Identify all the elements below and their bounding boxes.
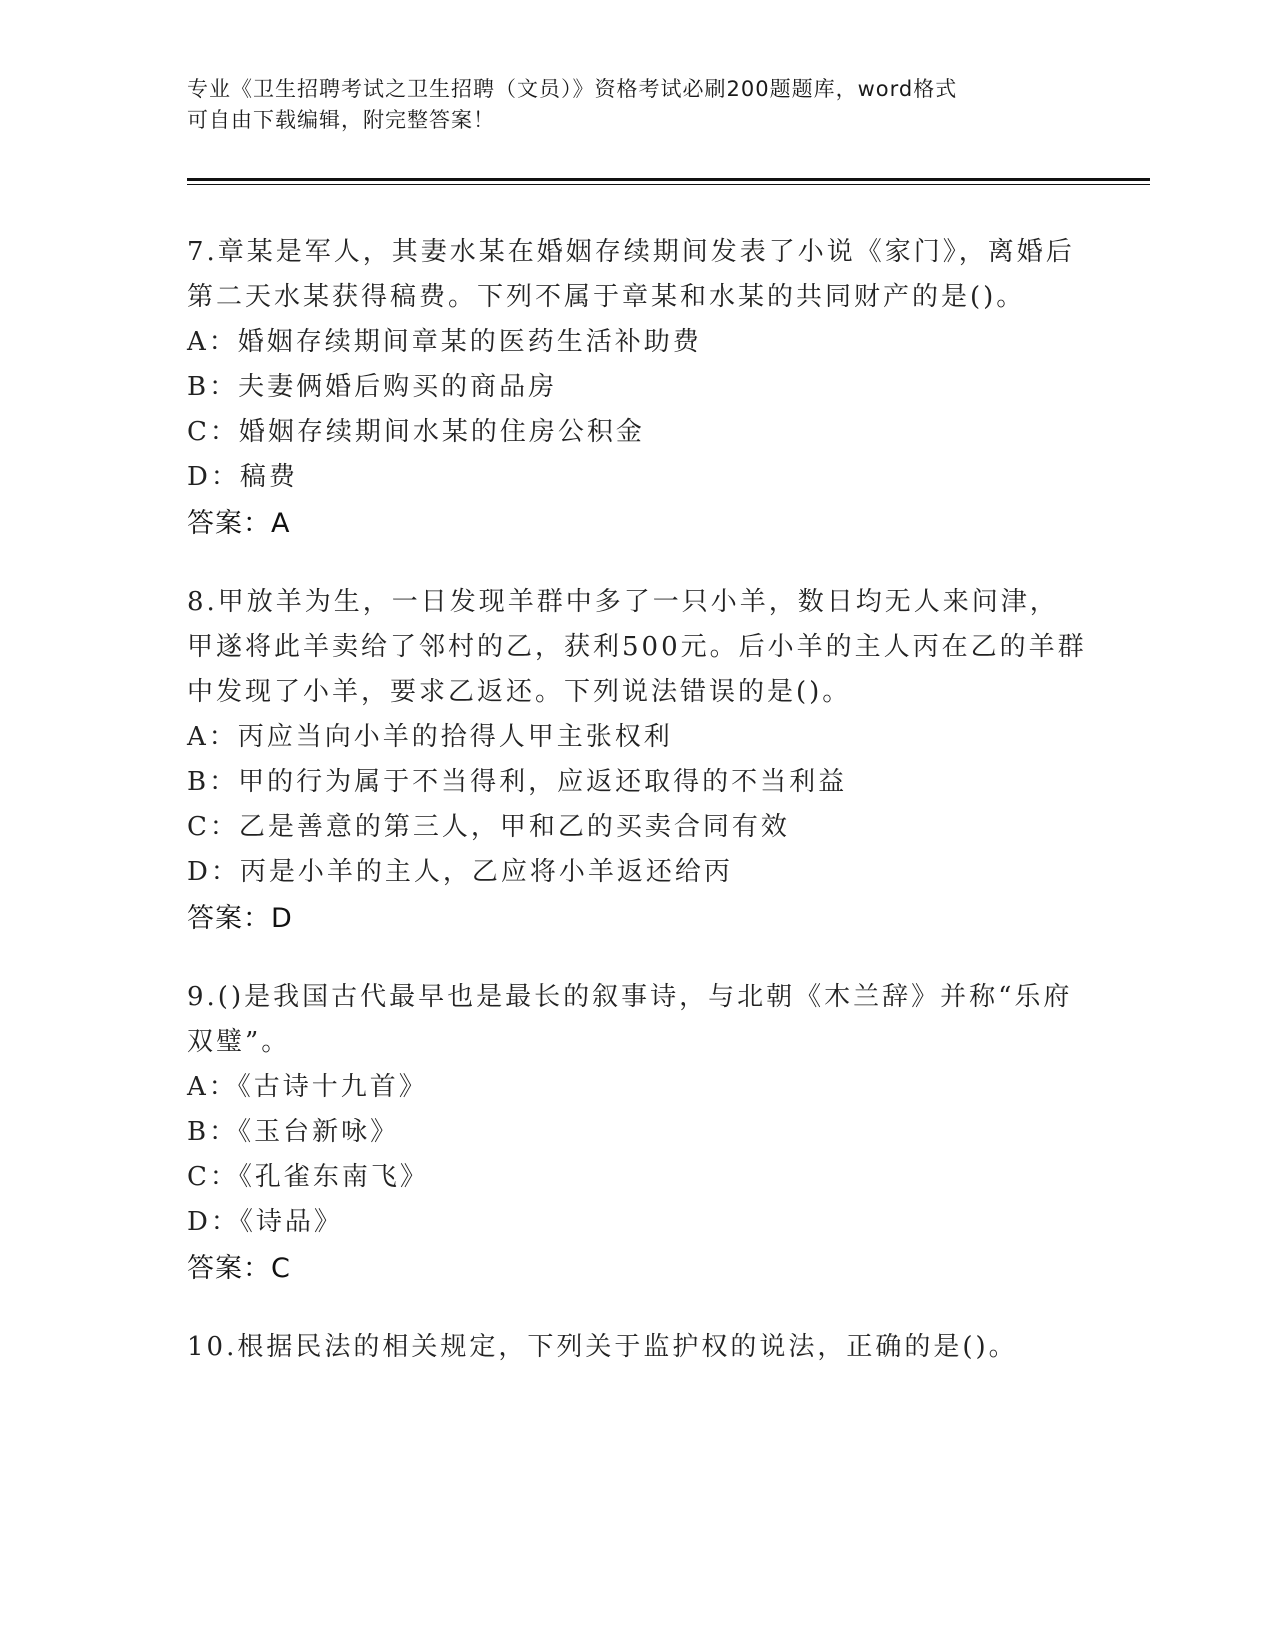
header-divider-thin: [187, 184, 1150, 185]
header-line-1: 专业《卫生招聘考试之卫生招聘（文员）》资格考试必刷200题题库，word格式: [187, 77, 958, 101]
answer-line: 答案：C: [187, 1253, 291, 1284]
option-b: B：甲的行为属于不当得利，应返还取得的不当利益: [187, 767, 848, 797]
header-divider-thick: [187, 178, 1150, 181]
option-a: A：丙应当向小羊的拾得人甲主张权利: [187, 722, 673, 752]
question-stem: 10.根据民法的相关规定，下列关于监护权的说法，正确的是()。: [187, 1332, 1018, 1362]
option-c: C：《孔雀东南飞》: [187, 1162, 429, 1192]
option-d: D：丙是小羊的主人，乙应将小羊返还给丙: [187, 857, 733, 887]
document-header: [187, 74, 1087, 136]
question-list: [187, 230, 1087, 1402]
option-c: C：婚姻存续期间水某的住房公积金: [187, 417, 645, 447]
question-8: [187, 580, 1087, 943]
answer-line: 答案：A: [187, 508, 291, 539]
question-7: [187, 230, 1087, 548]
option-b: B：《玉台新咏》: [187, 1117, 400, 1147]
header-line-2: 可自由下载编辑，附完整答案！: [187, 108, 495, 132]
question-9: [187, 975, 1087, 1293]
option-d: D：稿费: [187, 462, 298, 492]
option-a: A：婚姻存续期间章某的医药生活补助费: [187, 327, 702, 357]
answer-line: 答案：D: [187, 903, 293, 934]
option-c: C：乙是善意的第三人，甲和乙的买卖合同有效: [187, 812, 790, 842]
option-a: A：《古诗十九首》: [187, 1072, 428, 1102]
question-stem: 7.章某是军人，其妻水某在婚姻存续期间发表了小说《家门》，离婚后第二天水某获得稿费。下列不属于章某和水某的共同财产的是()。: [187, 237, 1075, 312]
option-d: D：《诗品》: [187, 1207, 343, 1237]
question-10: [187, 1325, 1087, 1370]
question-stem: 8.甲放羊为生，一日发现羊群中多了一只小羊，数日均无人来问津，甲遂将此羊卖给了邻村的乙，获利500元。后小羊的主人丙在乙的羊群中发现了小羊，要求乙返还。下列说法错误的是()。: [187, 587, 1087, 707]
question-stem: 9.()是我国古代最早也是最长的叙事诗，与北朝《木兰辞》并称“乐府双璧”。: [187, 982, 1073, 1057]
option-b: B：夫妻俩婚后购买的商品房: [187, 372, 558, 402]
